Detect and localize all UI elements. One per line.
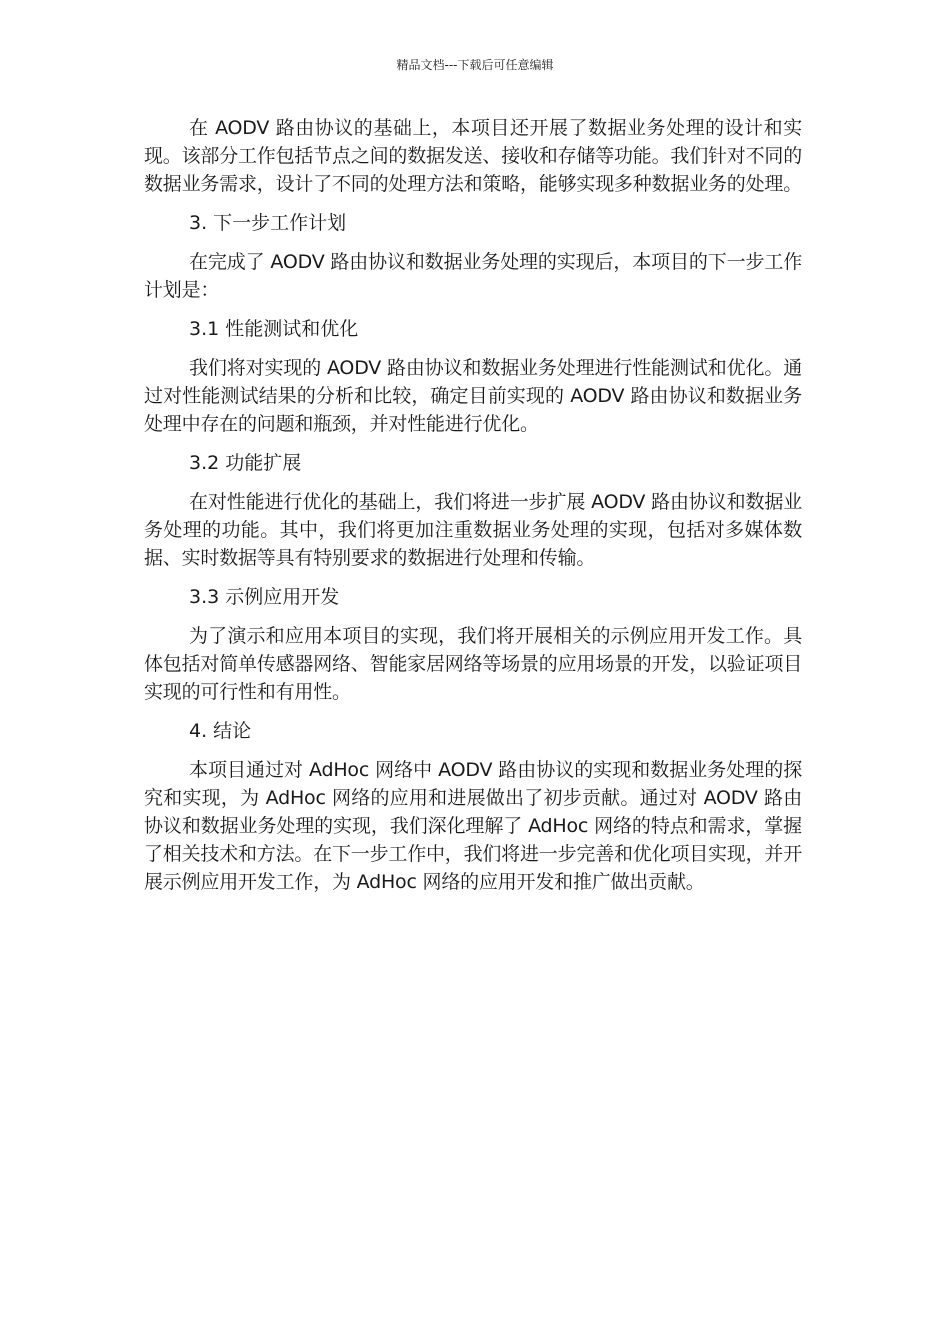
section-heading-next-plan: 3. 下一步工作计划 bbox=[189, 212, 347, 234]
paragraph-next-plan-intro: 在完成了 AODV 路由协议和数据业务处理的实现后，本项目的下一步工作计划是： bbox=[144, 251, 802, 301]
paragraph-conclusion: 本项目通过对 AdHoc 网络中 AODV 路由协议的实现和数据业务处理的探究和实现，为 AdHoc 网络的应用和进展做出了初步贡献。通过对 AODV 路由协议和数据业务处理的实现，我们深化理解了 AdHoc 网络的特点和需求，掌握了相关技术和方法。在下一步工作中，我们将进一步完善和优化项目实现，并开展示例应用开发工作，为 AdHoc 网络的应用开发和推广做出贡献。 bbox=[144, 759, 803, 893]
paragraph-demo-app: 为了演示和应用本项目的实现，我们将开展相关的示例应用开发工作。具体包括对简单传感器网络、智能家居网络等场景的应用场景的开发，以验证项目实现的可行性和有用性。 bbox=[144, 625, 803, 703]
subsection-heading-performance: 3.1 性能测试和优化 bbox=[189, 318, 359, 340]
page-header: 精品文档---下载后可任意编辑 bbox=[396, 58, 554, 72]
section-heading-conclusion: 4. 结论 bbox=[189, 720, 252, 742]
subsection-heading-extension: 3.2 功能扩展 bbox=[189, 452, 302, 474]
document-body bbox=[144, 114, 802, 907]
paragraph-performance: 我们将对实现的 AODV 路由协议和数据业务处理进行性能测试和优化。通过对性能测试结果的分析和比较，确定目前实现的 AODV 路由协议和数据业务处理中存在的问题和瓶颈，并对性能进行优化。 bbox=[144, 357, 802, 435]
paragraph-extension: 在对性能进行优化的基础上，我们将进一步扩展 AODV 路由协议和数据业务处理的功能。其中，我们将更加注重数据业务处理的实现，包括对多媒体数据、实时数据等具有特别要求的数据进行处理和传输。 bbox=[144, 491, 802, 569]
subsection-heading-demo-app: 3.3 示例应用开发 bbox=[189, 586, 340, 608]
paragraph-data-processing: 在 AODV 路由协议的基础上，本项目还开展了数据业务处理的设计和实现。该部分工作包括节点之间的数据发送、接收和存储等功能。我们针对不同的数据业务需求，设计了不同的处理方法和策略，能够实现多种数据业务的处理。 bbox=[144, 117, 803, 195]
